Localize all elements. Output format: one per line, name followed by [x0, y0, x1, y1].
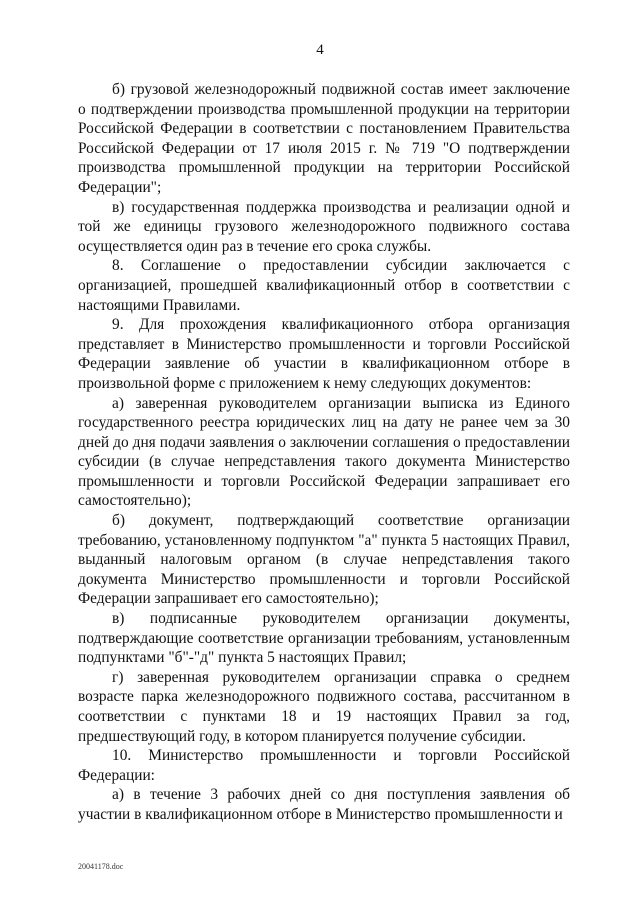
file-name-footer: 20041178.doc	[78, 862, 124, 871]
paragraph-9g-fleet-age: г) заверенная руководителем организации справка о среднем возрасте парка железнодорожного подвижного состава, рассчитанном в соответствии с пунктами 18 и 19 настоящих Правил за год, предшествующий году, в котором планируется получение субсидии.	[78, 668, 570, 745]
document-body	[78, 80, 570, 825]
paragraph-sub-v-once-per-service-life: в) государственная поддержка производства и реализации одной и той же единицы грузового железнодорожного подвижного состава осуществляется один раз в течение его срока службы.	[78, 198, 570, 255]
paragraph-9a-extract: а) заверенная руководителем организации выписка из Единого государственного реестра юридических лиц на дату не ранее чем за 30 дней до дня подачи заявления о заключении соглашения о предоставлении субсидии (в случае непредставления такого документа Министерство промышленности и торговли Российской Федерации запрашивает его самостоятельно);	[78, 394, 570, 510]
paragraph-9v-signed-documents: в) подписанные руководителем организации документы, подтверждающие соответствие организации требованиям, установленным подпунктами "б"-"д" пункта 5 настоящих Правил;	[78, 610, 570, 667]
paragraph-9-qualification: 9. Для прохождения квалификационного отбора организация представляет в Министерство промышленности и торговли Российской Федерации заявление об участии в квалификационном отборе в произвольной форме с приложением к нему следующих документов:	[78, 316, 570, 392]
paragraph-8-agreement: 8. Соглашение о предоставлении субсидии заключается с организацией, прошедшей квалификационный отбор в соответствии с настоящими Правилами.	[78, 257, 570, 314]
paragraph-sub-b-certificate: б) грузовой железнодорожный подвижной состав имеет заключение о подтверждении производства промышленной продукции на территории Российской Федерации в соответствии с постановлением Правительства Российской Федерации от 17 июля 2015 г. № 719 "О подтверждении производства промышленной продукции на территории Российской Федерации";	[78, 81, 570, 196]
paragraph-10a-three-days: а) в течение 3 рабочих дней со дня поступления заявления об участии в квалификационном отборе в Министерство промышленности и	[78, 786, 570, 823]
paragraph-10-ministry: 10. Министерство промышленности и торговли Российской Федерации:	[78, 747, 570, 784]
paragraph-9b-tax-document: б) документ, подтверждающий соответствие организации требованию, установленному подпунктом "а" пункта 5 настоящих Правил, выданный налоговым органом (в случае непредставления такого документа Министерство промышленности и торговли Российской Федерации запрашивает его самостоятельно);	[78, 512, 570, 608]
page-number: 4	[316, 42, 324, 58]
